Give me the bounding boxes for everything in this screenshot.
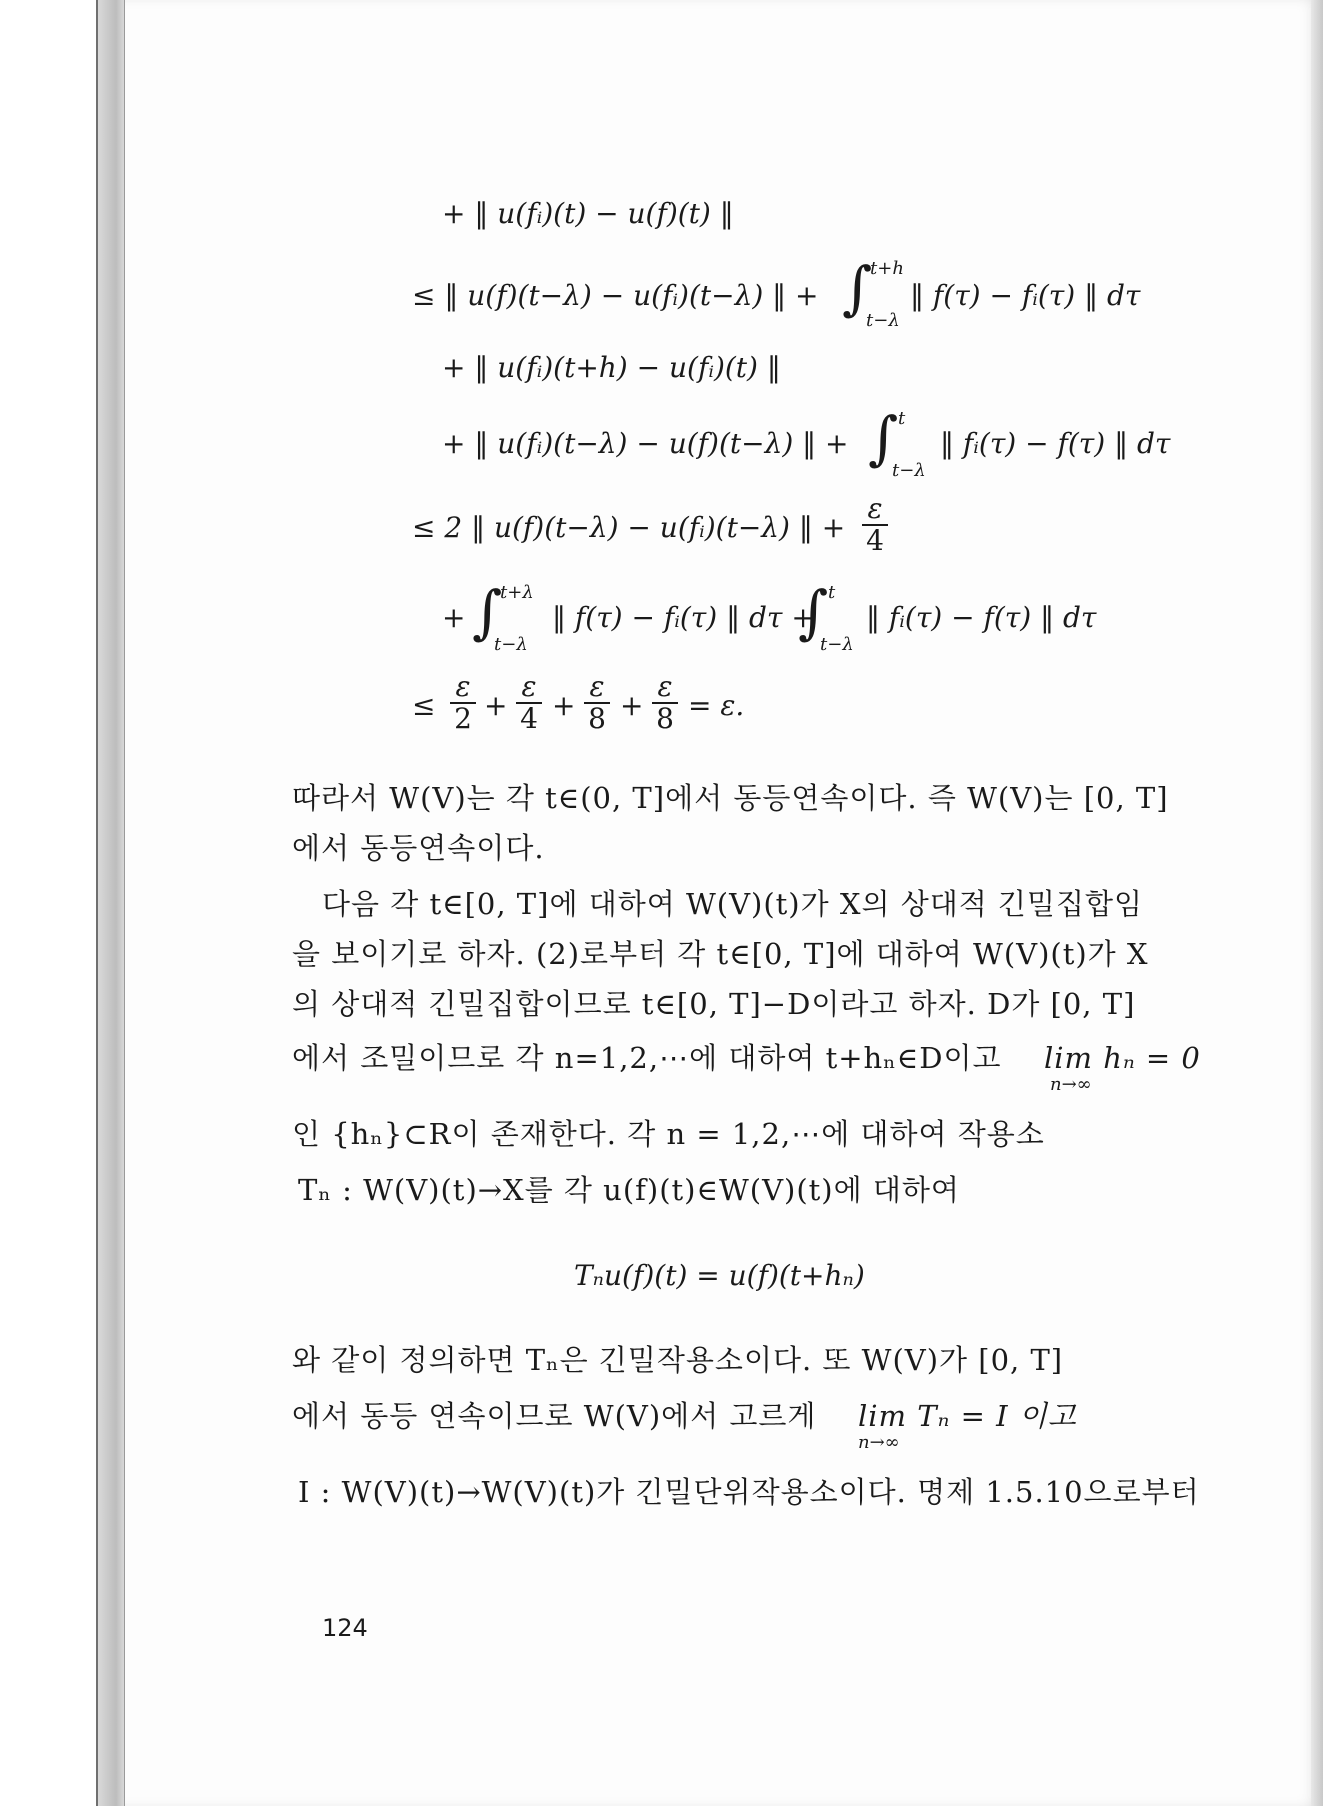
paragraph-line: 다음 각 t∈[0, T]에 대하여 W(V)(t)가 X의 상대적 긴밀집합임: [322, 887, 1144, 921]
integral-sign: ∫: [868, 404, 899, 472]
paragraph-line: 을 보이기로 하자. (2)로부터 각 t∈[0, T]에 대하여 W(V)(t)가 X: [292, 937, 1149, 971]
fraction-eps-over-2: [448, 672, 478, 734]
math-plus: +: [484, 689, 508, 722]
math-line-4b: ‖ fᵢ(τ) − f(τ) ‖ dτ: [940, 427, 1171, 460]
paragraph-line: 따라서 W(V)는 각 t∈(0, T]에서 동등연속이다. 즉 W(V)는 [0, T]: [292, 781, 1169, 815]
integral-upper-limit: t+λ: [500, 582, 534, 603]
math-line-1: + ‖ u(fᵢ)(t) − u(f)(t) ‖: [442, 197, 734, 230]
fraction-eps-over-4: [514, 672, 544, 734]
math-line-2a: ≤ ‖ u(f)(t−λ) − u(fᵢ)(t−λ) ‖ +: [412, 279, 819, 312]
limit-expression: lim Tₙ = I 이고: [858, 1399, 1077, 1433]
displayed-equation: Tₙu(f)(t) = u(f)(t+hₙ): [574, 1259, 865, 1292]
fraction-eps-over-8: [582, 672, 612, 734]
integral-lower-limit: t−λ: [820, 634, 854, 655]
paragraph-line: 에서 조밀이므로 각 n=1,2,⋯에 대하여 t+hₙ∈D이고: [292, 1041, 1002, 1075]
fraction-denominator: 4: [520, 702, 538, 735]
integral-sign: ∫: [798, 578, 829, 646]
math-line-5a: ≤ 2 ‖ u(f)(t−λ) − u(fᵢ)(t−λ) ‖ +: [412, 511, 846, 544]
math-plus: +: [620, 689, 644, 722]
math-line-3: + ‖ u(fᵢ)(t+h) − u(fᵢ)(t) ‖: [442, 351, 781, 384]
paragraph-line: 에서 동등연속이다.: [292, 831, 545, 865]
math-line-7-end: = ε.: [688, 689, 745, 722]
math-line-6b: ‖ f(τ) − fᵢ(τ) ‖ dτ +: [552, 601, 815, 634]
page-edge-shadow: [1311, 0, 1323, 1806]
fraction-numerator: ε: [589, 670, 605, 703]
integral-upper-limit: t: [828, 582, 836, 603]
math-plus: +: [552, 689, 576, 722]
paragraph-line: I : W(V)(t)→W(V)(t)가 긴밀단위작용소이다. 명제 1.5.10으로부터: [298, 1475, 1200, 1509]
integral-lower-limit: t−λ: [866, 310, 900, 331]
paragraph-line: 와 같이 정의하면 Tₙ은 긴밀작용소이다. 또 W(V)가 [0, T]: [292, 1343, 1064, 1377]
fraction-denominator: 8: [656, 702, 674, 735]
paragraph-line: 에서 동등 연속이므로 W(V)에서 고르게: [292, 1399, 817, 1433]
integral-lower-limit: t−λ: [494, 634, 528, 655]
limit-expression: lim hₙ = 0: [1044, 1041, 1201, 1075]
paragraph-line: 의 상대적 긴밀집합이므로 t∈[0, T]−D이라고 하자. D가 [0, T]: [292, 987, 1136, 1021]
integral-upper-limit: t+h: [870, 258, 904, 279]
math-line-6-plus: +: [442, 601, 466, 634]
page-number: 124: [322, 1614, 368, 1642]
integral-lower-limit: t−λ: [892, 460, 926, 481]
paragraph-line: Tₙ : W(V)(t)→X를 각 u(f)(t)∈W(V)(t)에 대하여: [298, 1173, 960, 1207]
fraction-numerator: ε: [455, 670, 471, 703]
fraction-eps-over-4: [860, 494, 890, 556]
limit-subscript: n→∞: [858, 1432, 900, 1453]
fraction-numerator: ε: [867, 492, 883, 525]
integral-sign: ∫: [842, 254, 873, 322]
fraction-numerator: ε: [657, 670, 673, 703]
fraction-denominator: 2: [454, 702, 472, 735]
integral-sign: ∫: [472, 578, 503, 646]
paragraph-line: 인 {hₙ}⊂R이 존재한다. 각 n = 1,2,⋯에 대하여 작용소: [292, 1117, 1045, 1151]
fraction-denominator: 4: [866, 524, 884, 557]
fraction-numerator: ε: [521, 670, 537, 703]
math-line-2b: ‖ f(τ) − fᵢ(τ) ‖ dτ: [910, 279, 1141, 312]
fraction-denominator: 8: [588, 702, 606, 735]
math-line-4a: + ‖ u(fᵢ)(t−λ) − u(f)(t−λ) ‖ +: [442, 427, 849, 460]
fraction-eps-over-8: [650, 672, 680, 734]
integral-upper-limit: t: [898, 408, 906, 429]
math-line-7-le: ≤: [412, 689, 436, 722]
limit-subscript: n→∞: [1050, 1074, 1092, 1095]
math-line-6c: ‖ fᵢ(τ) − f(τ) ‖ dτ: [866, 601, 1097, 634]
